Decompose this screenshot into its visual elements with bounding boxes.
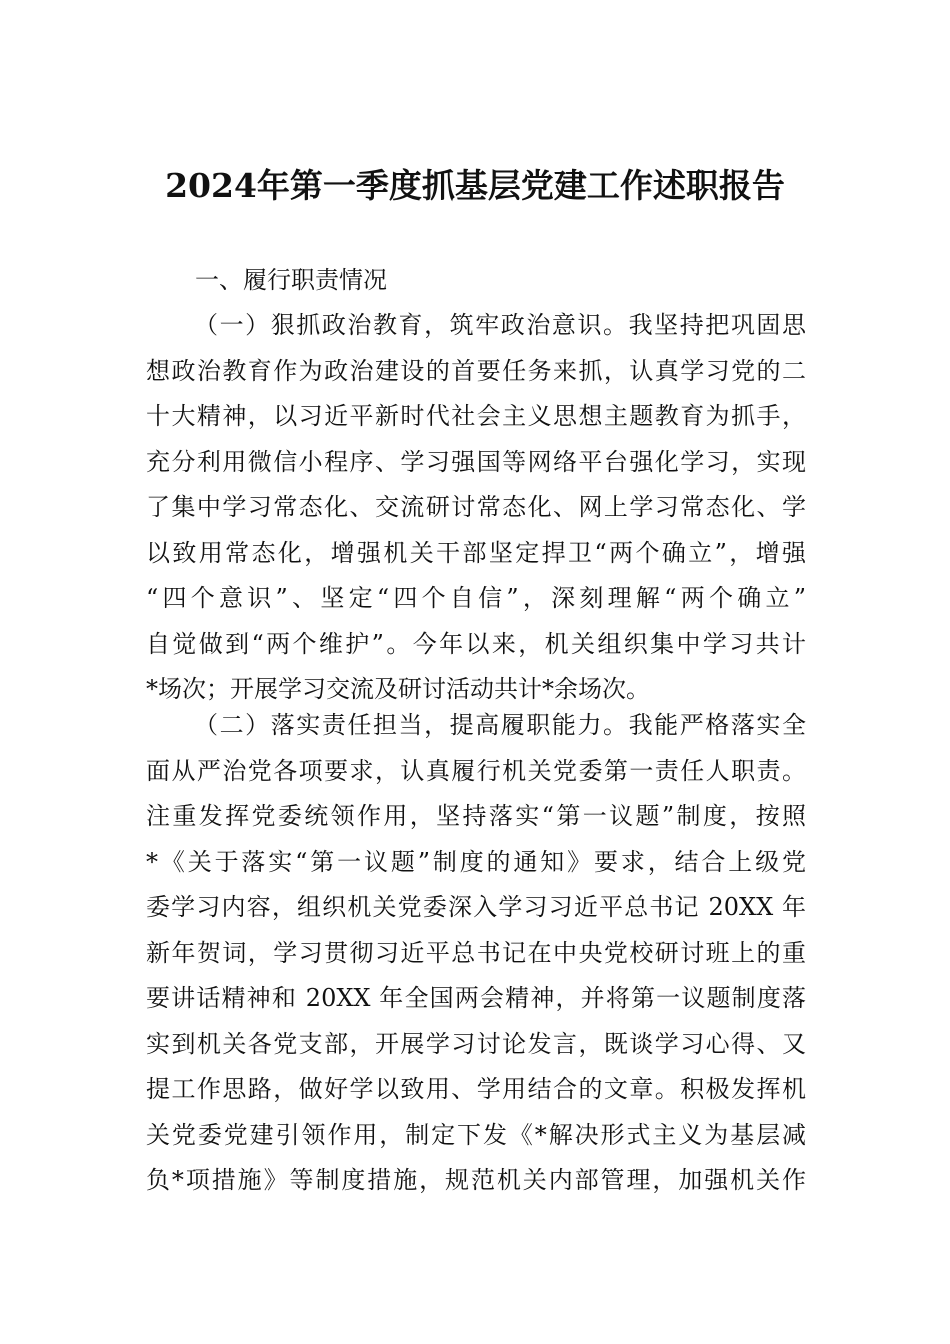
paragraph-line: 自觉做到“两个维护”。今年以来，机关组织集中学习共计 bbox=[146, 629, 806, 658]
paragraph-line: 了集中学习常态化、交流研讨常态化、网上学习常态化、学 bbox=[146, 493, 806, 521]
paragraph-line: 新年贺词，学习贯彻习近平总书记在中央党校研讨班上的重 bbox=[146, 938, 806, 967]
paragraph-line: 想政治教育作为政治建设的首要任务来抓，认真学习党的二 bbox=[146, 356, 806, 385]
paragraph-line: 提工作思路，做好学以致用、学用结合的文章。积极发挥机 bbox=[146, 1075, 806, 1103]
paragraph-1 bbox=[146, 303, 806, 713]
paragraph-line: *场次；开展学习交流及研讨活动共计*余场次。 bbox=[146, 675, 650, 703]
paragraph-line: 负*项措施》等制度措施，规范机关内部管理，加强机关作 bbox=[146, 1166, 806, 1194]
paragraph-line: 要讲话精神和 20XX 年全国两会精神，并将第一议题制度落 bbox=[146, 984, 806, 1012]
paragraph-line: 充分利用微信小程序、学习强国等网络平台强化学习，实现 bbox=[146, 447, 806, 476]
document-title: 2024年第一季度抓基层党建工作述职报告 bbox=[165, 166, 785, 205]
paragraph-line: “四个意识”、坚定“四个自信”，深刻理解“两个确立” bbox=[146, 584, 806, 612]
paragraph-line: 关党委党建引领作用，制定下发《*解决形式主义为基层减 bbox=[146, 1120, 806, 1149]
paragraph-line: 委学习内容，组织机关党委深入学习习近平总书记 20XX 年 bbox=[146, 893, 806, 921]
paragraph-line: 以致用常态化，增强机关干部坚定捍卫“两个确立”，增强 bbox=[146, 538, 806, 567]
paragraph-line: *《关于落实“第一议题”制度的通知》要求，结合上级党 bbox=[146, 847, 806, 876]
section-heading: 一、履行职责情况 bbox=[195, 266, 387, 294]
paragraph-line: （二）落实责任担当，提高履职能力。我能严格落实全 bbox=[194, 711, 806, 739]
paragraph-line: 实到机关各党支部，开展学习讨论发言，既谈学习心得、又 bbox=[146, 1029, 806, 1058]
paragraph-line: 十大精神，以习近平新时代社会主义思想主题教育为抓手， bbox=[146, 402, 806, 430]
paragraph-line: 注重发挥党委统领作用，坚持落实“第一议题”制度，按照 bbox=[146, 802, 806, 830]
paragraph-2 bbox=[146, 703, 806, 1204]
paragraph-line: （一）狠抓政治教育，筑牢政治意识。我坚持把巩固思 bbox=[194, 311, 806, 339]
paragraph-line: 面从严治党各项要求，认真履行机关党委第一责任人职责。 bbox=[146, 756, 806, 785]
